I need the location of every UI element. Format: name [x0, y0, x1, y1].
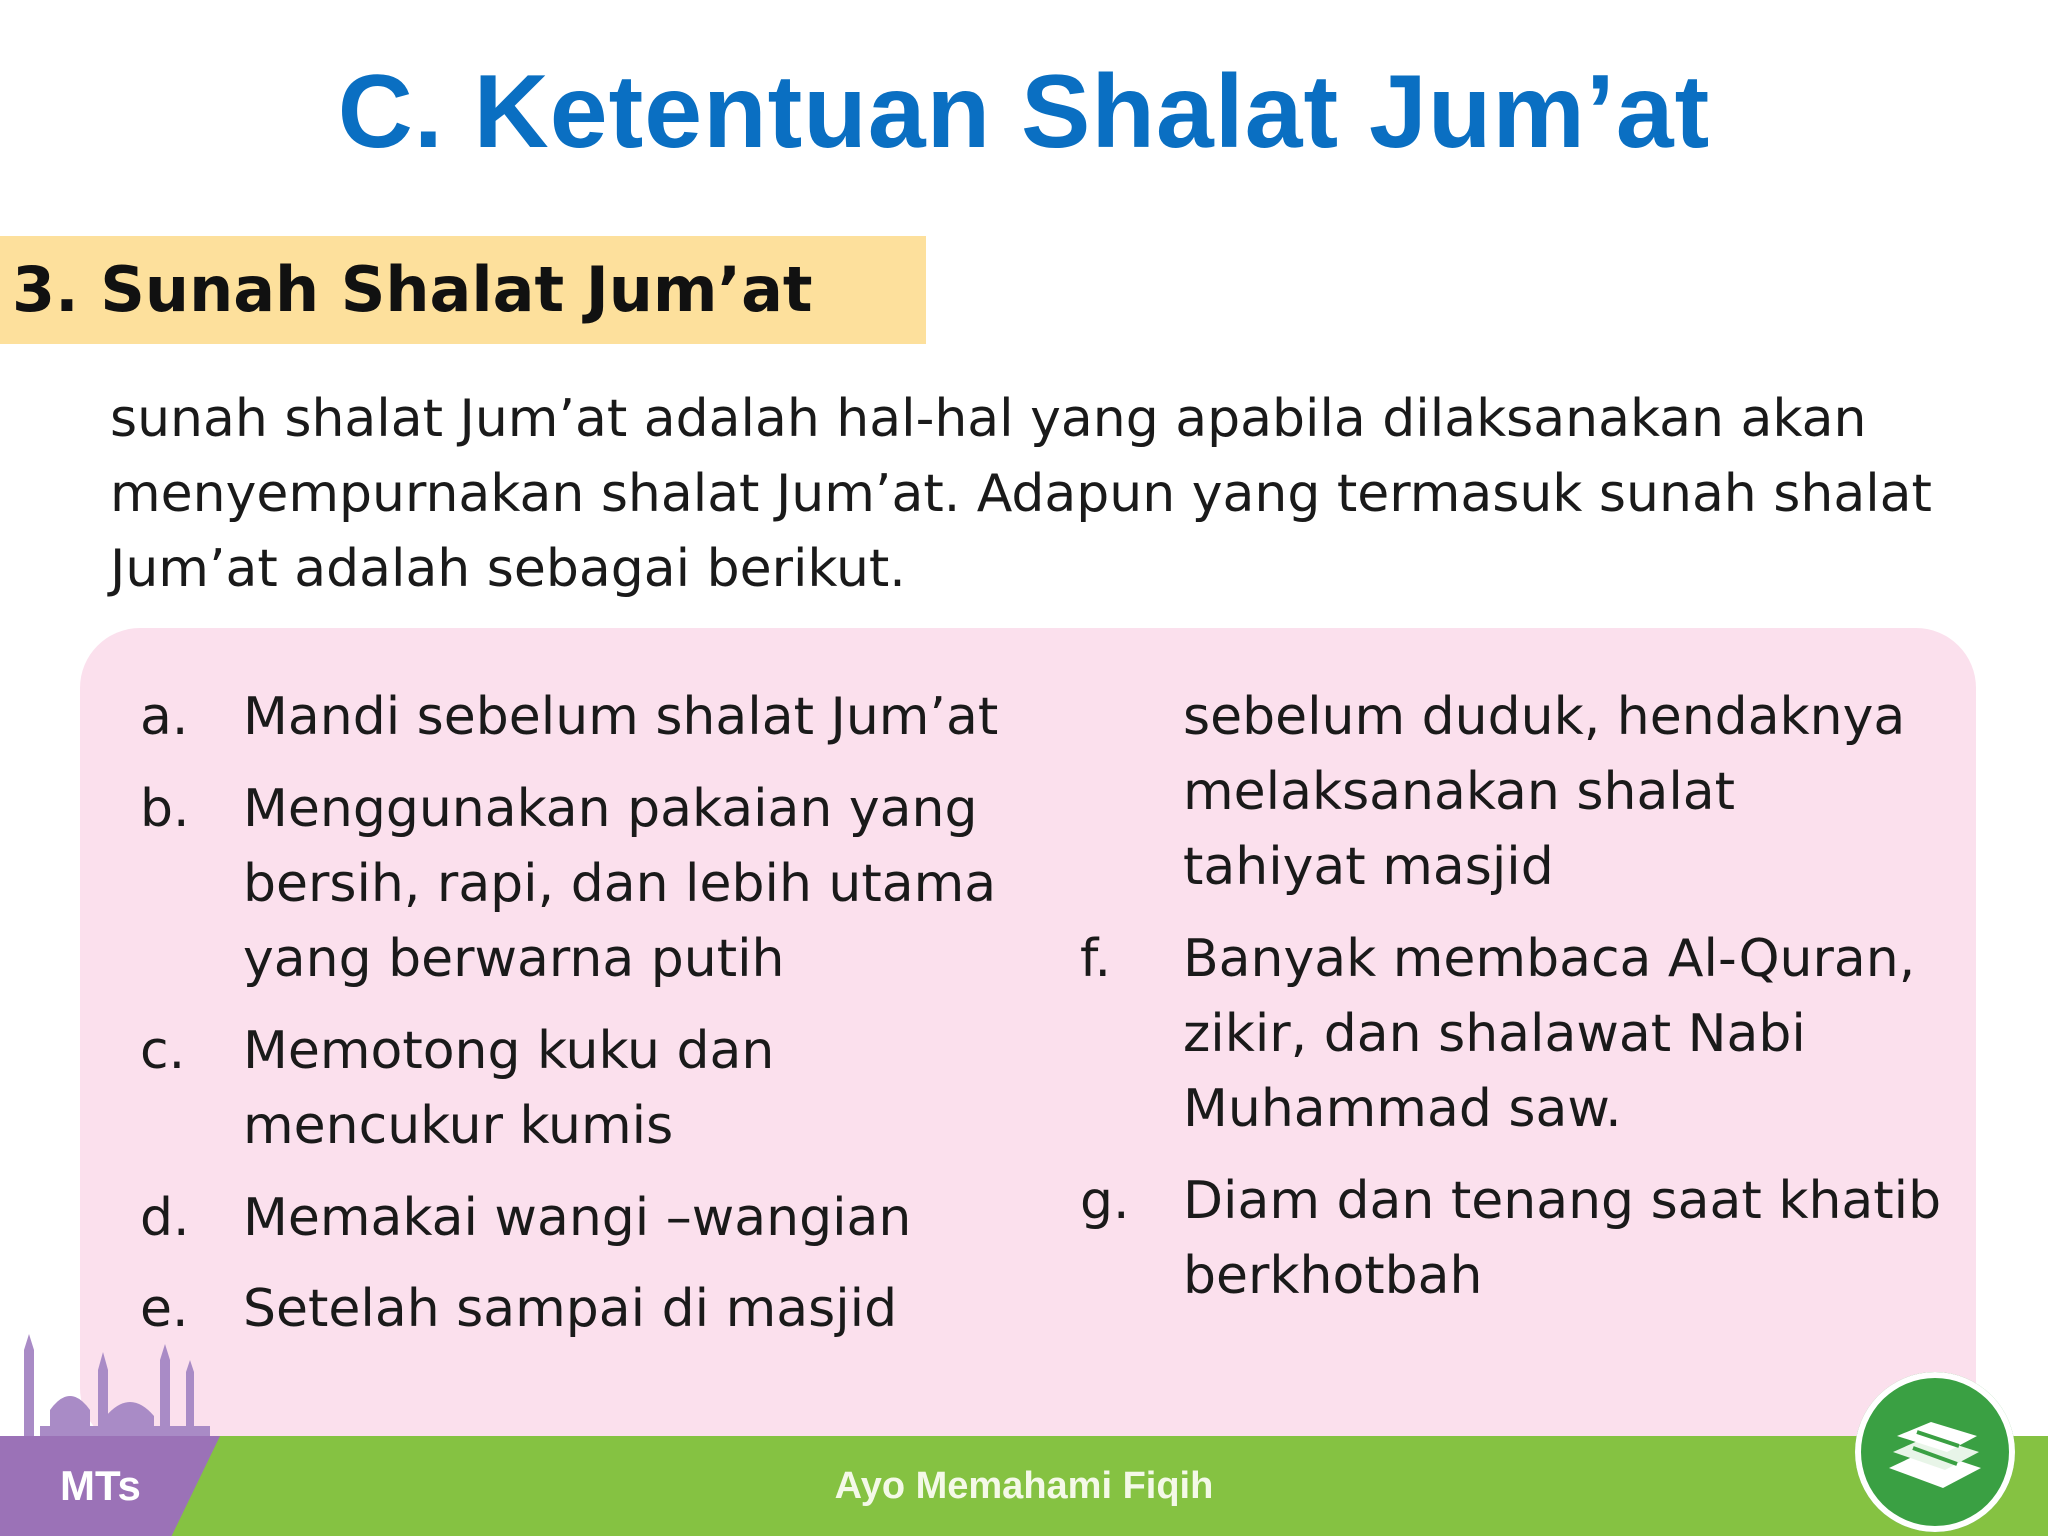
list-item-line: Muhammad saw. [1183, 1079, 1622, 1139]
page-title: C. Ketentuan Shalat Jum’at [337, 54, 1711, 170]
intro-line: menyempurnakan shalat Jum’at. Adapun yang termasuk sunah shalat [110, 464, 1932, 524]
list-letter: d. [140, 1188, 190, 1248]
list-item-line: bersih, rapi, dan lebih utama [243, 854, 997, 914]
list-item-line: berkhotbah [1183, 1246, 1483, 1306]
list-item-line: zikir, dan shalawat Nabi [1183, 1004, 1806, 1064]
list-item-line: Memakai wangi –wangian [243, 1188, 912, 1248]
list-item-line: Menggunakan pakaian yang [243, 779, 978, 839]
list-item-line: melaksanakan shalat [1183, 762, 1736, 822]
list-item-line: Setelah sampai di masjid [243, 1279, 898, 1339]
footer-badge-text: MTs [60, 1462, 141, 1509]
mosque-silhouette-icon [10, 1330, 210, 1440]
list-letter: g. [1080, 1171, 1130, 1231]
list-letter: f. [1080, 929, 1112, 989]
list-letter: e. [140, 1279, 189, 1339]
list-item-line: sebelum duduk, hendaknya [1183, 687, 1906, 747]
list-item-line: Memotong kuku dan [243, 1021, 775, 1081]
list-item-line: Banyak membaca Al-Quran, [1183, 929, 1916, 989]
intro-line: sunah shalat Jum’at adalah hal-hal yang apabila dilaksanakan akan [110, 389, 1867, 449]
list-letter: b. [140, 779, 190, 839]
section-header-bar [0, 236, 926, 344]
list-item-line: yang berwarna putih [243, 929, 785, 989]
list-item-line: Diam dan tenang saat khatib [1183, 1171, 1942, 1231]
list-item-line: mencukur kumis [243, 1096, 674, 1156]
list-letter: c. [140, 1021, 186, 1081]
footer-title: Ayo Memahami Fiqih [834, 1465, 1214, 1507]
intro-line: Jum’at adalah sebagai berikut. [110, 539, 906, 599]
footer-bar [0, 1436, 2048, 1536]
list-letter: a. [140, 687, 189, 747]
book-stack-icon [1855, 1372, 2015, 1532]
list-item-line: Mandi sebelum shalat Jum’at [243, 687, 999, 747]
section-heading: 3. Sunah Shalat Jum’at [12, 253, 813, 326]
intro-paragraph [110, 382, 1990, 607]
list-item-line: tahiyat masjid [1183, 837, 1554, 897]
